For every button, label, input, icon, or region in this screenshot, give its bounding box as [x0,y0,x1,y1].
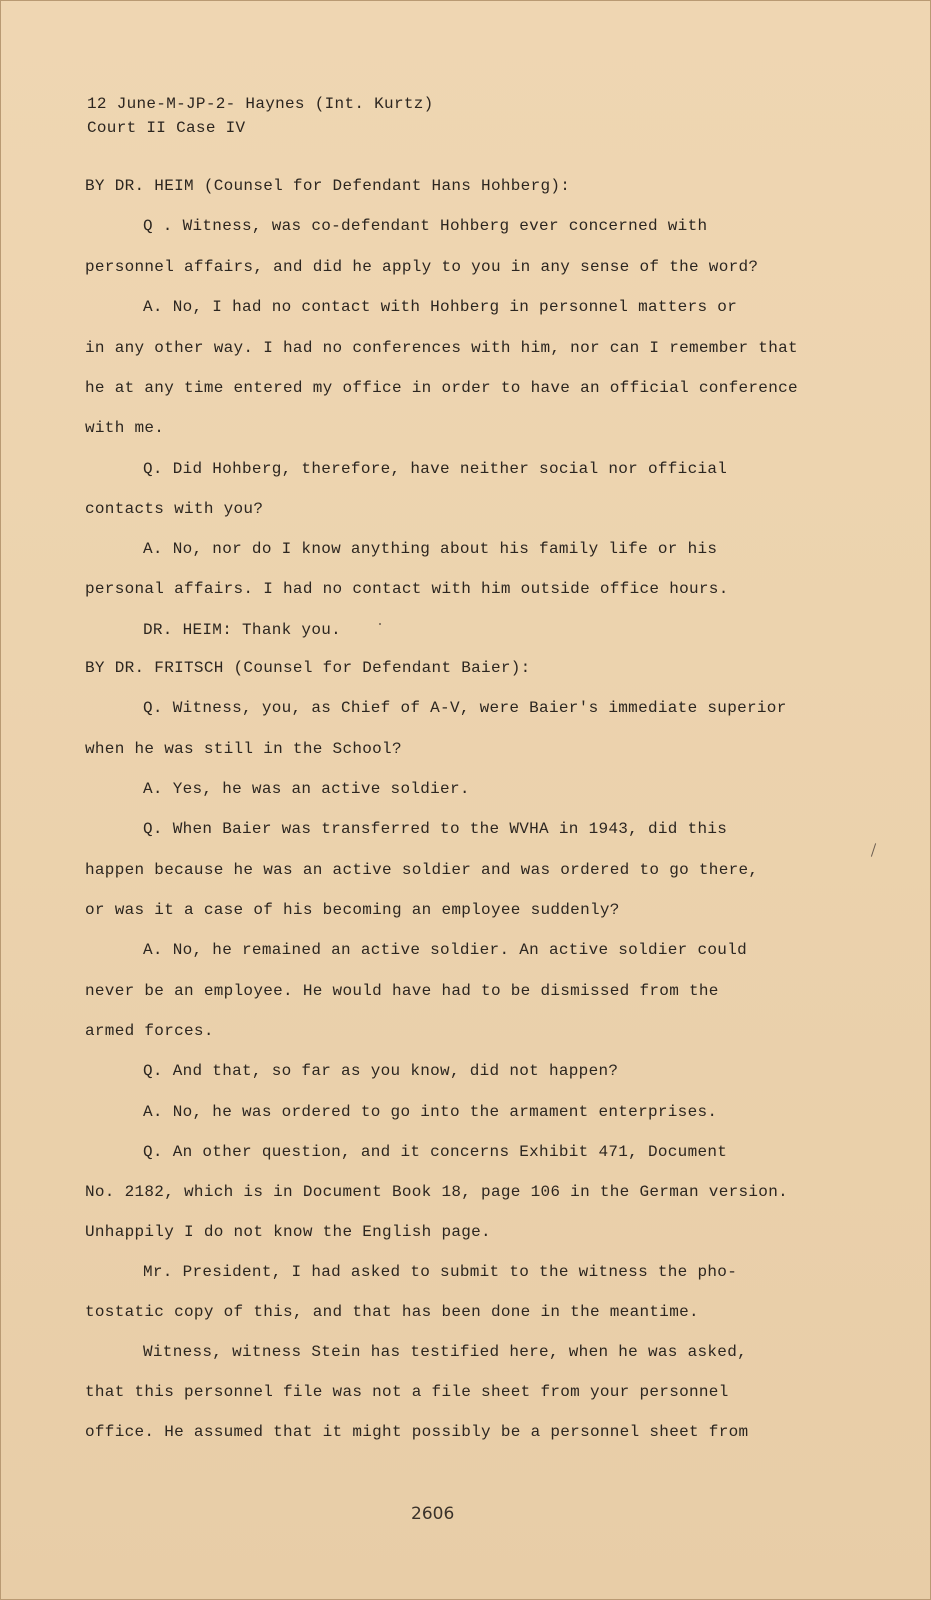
text-line: happen because he was an active soldier and was ordered to go there, [85,861,759,879]
text-line: BY DR. FRITSCH (Counsel for Defendant Baier): [85,659,531,677]
text-line: personnel affairs, and did he apply to you in any sense of the word? [85,258,759,276]
text-line: he at any time entered my office in order to have an official conference [85,379,798,397]
text-line: when he was still in the School? [85,740,402,758]
text-line: A. No, he was ordered to go into the armament enterprises. [143,1103,718,1121]
text-line: A. No, I had no contact with Hohberg in personnel matters or [143,298,738,316]
paper-mark [871,843,876,857]
text-line: office. He assumed that it might possibly be a personnel sheet from [85,1423,749,1441]
text-line: Q. And that, so far as you know, did not happen? [143,1062,619,1080]
text-line: contacts with you? [85,500,264,518]
text-line: in any other way. I had no conferences with him, nor can I remember that [85,339,798,357]
page-number: 2606 [411,1504,455,1524]
text-line: A. No, nor do I know anything about his family life or his [143,540,718,558]
text-line: Witness, witness Stein has testified here, when he was asked, [143,1343,747,1361]
text-line: A. No, he remained an active soldier. An active soldier could [143,941,747,959]
text-line: No. 2182, which is in Document Book 18, page 106 in the German version. [85,1183,789,1201]
text-line: with me. [85,419,165,437]
paper-speck [379,623,381,625]
text-line: DR. HEIM: Thank you. [143,621,342,639]
text-line: Mr. President, I had asked to submit to the witness the pho- [143,1263,738,1281]
header-line-1: 12 June-M-JP-2- Haynes (Int. Kurtz) [87,95,434,113]
text-line: Q. When Baier was transferred to the WVHA in 1943, did this [143,820,728,838]
text-line: armed forces. [85,1022,214,1040]
text-line: Q . Witness, was co-defendant Hohberg ever concerned with [143,217,708,235]
text-line: that this personnel file was not a file sheet from your personnel [85,1383,729,1401]
text-line: or was it a case of his becoming an employee suddenly? [85,901,620,919]
text-line: personal affairs. I had no contact with him outside office hours. [85,580,729,598]
text-line: never be an employee. He would have had to be dismissed from the [85,982,719,1000]
text-line: Q. Did Hohberg, therefore, have neither social nor official [143,460,728,478]
text-line: tostatic copy of this, and that has been done in the meantime. [85,1303,699,1321]
text-line: Q. Witness, you, as Chief of A-V, were Baier's immediate superior [143,699,787,717]
text-line: A. Yes, he was an active soldier. [143,780,470,798]
text-line: BY DR. HEIM (Counsel for Defendant Hans Hohberg): [85,177,571,195]
text-line: Unhappily I do not know the English page. [85,1223,491,1241]
header-line-2: Court II Case IV [87,119,246,137]
text-line: Q. An other question, and it concerns Exhibit 471, Document [143,1143,728,1161]
